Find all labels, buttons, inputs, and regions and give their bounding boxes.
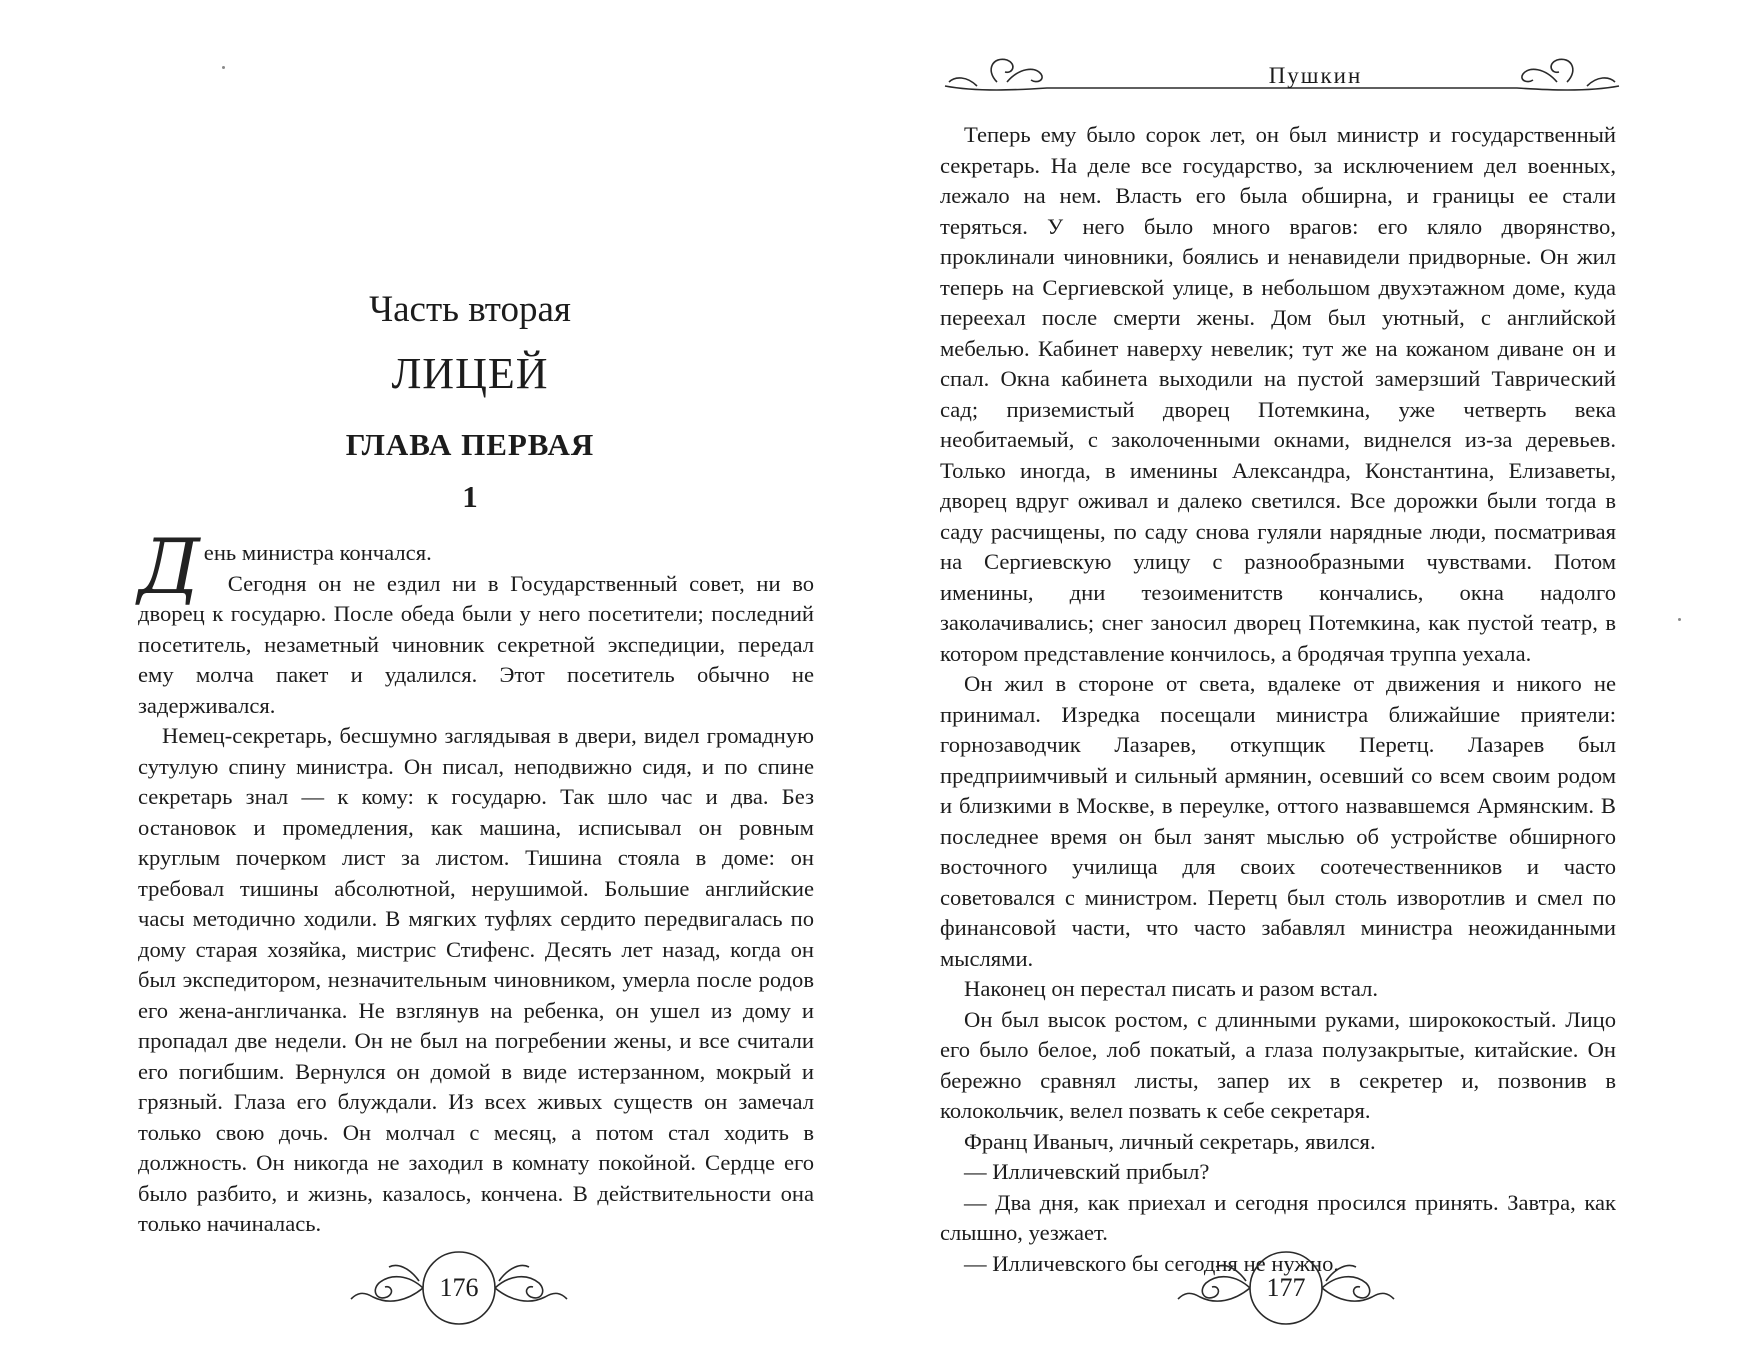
paragraph: — Илличевского бы сегодня не нужно. (964, 1250, 1340, 1276)
paragraph: Наконец он перестал писать и разом встал. (964, 976, 1378, 1001)
page-number: 176 (439, 1273, 479, 1302)
paragraph: Теперь ему было сорок лет, он был министр и государственный секретарь. На деле все государство, за исключением дел военных, лежало на нем. Власть его была обширна, и границы ее стали теряться. У него было много врагов: его кляло дворянство, проклинали чиновники, боялись и ненавидели придворные. Он жил теперь на Сергиевской улице, в небольшом двухэтажном доме, куда переехал после смерти жены. Дом был уютный, с английской мебелью. Кабинет наверху невелик; тут же на кожаном диване он и спал. Окна кабинета выходили на пустой замерзший Таврический сад; приземистый дворец Потемкина, уже четверть века необитаемый, с заколоченными окнами, виднелся из-за деревьев. Только иногда, в именины Александра, Константина, Елизаветы, дворец вдруг оживал и далеко светился. Все дорожки были тогда в саду расчищены, по саду снова гуляли нарядные люди, посматривая на Сергиевскую улицу с разнообразными чувствами. Потом именины, дни тезоименитств кончались, окна надолго заколачивались; снег заносил дворец Потемкина, как пустой театр, в котором представление кончилось, а бродячая труппа уехала. (940, 122, 1616, 666)
chapter-number: 1 (462, 479, 478, 514)
running-head: Пушкин (1268, 63, 1363, 88)
paragraph-text: ень министра кончался. (203, 540, 432, 565)
chapter-title: ГЛАВА ПЕРВАЯ (345, 427, 595, 462)
paragraph (138, 522, 814, 611)
paragraph: Немец-секретарь, бесшумно заглядывая в двери, видел громадную сутулую спину министра. Он писал, неподвижно сидя, и по спине секретарь знал — к кому: к государю. Так шло час и два. Без остановок и промедления, как машина, исписывал он ровным круглым почерком лист за листом. Тишина стояла в доме: он требовал тишины абсолютной, нерушимой. Большие английские часы методично ходили. В мягких туфлях сердито передвигалась по дому старая хозяйка, мистрис Стифенс. Десять лет назад, когда он был экспедитором, незначительным чиновником, умерла после родов его жена-англичанка. Не взглянув на ребенка, он ушел из дому и пропадал две недели. Он не был на погребении жены, и все считали его погибшим. Вернулся он домой в виде истерзанном, мокрый и грязный. Глаза его блуждали. Из всех живых существ он замечал только свою дочь. Он молчал с месяц, а потом стал ходить в должность. Он никогда не заходил в комнату покойной. Сердце его было разбито, и жизнь, казалось, кончена. В действительности она только начиналась. (138, 723, 814, 1236)
print-speck (1678, 618, 1681, 621)
part-title: Часть вторая (369, 289, 571, 330)
left-body-text (138, 522, 814, 1240)
right-body-text (940, 120, 1616, 1279)
print-speck (222, 66, 225, 69)
paragraph: — Два дня, как приехал и сегодня просился принять. Завтра, как слышно, уезжает. (940, 1189, 1616, 1245)
page-number: 177 (1266, 1273, 1306, 1302)
paragraph: Он был высок ростом, с длинными руками, ширококостый. Лицо его было белое, лоб покатый, а глаза полузакрытые, китайские. Он бережно сравнял листы, запер их в секретер и, позвонив в колокольчик, велел позвать к себе секретаря. (940, 1006, 1616, 1123)
right-page (877, 0, 1754, 1355)
paragraph: Франц Иваныч, личный секретарь, явился. (964, 1128, 1376, 1154)
paragraph: Он жил в стороне от света, вдалеке от движения и никого не принимал. Изредка посещали министра ближайшие приятели: горнозаводчик Лазарев, откупщик Перетц. Лазарев был предприимчивый и сильный армянин, осевший со всем своим родом и близкими в Москве, в переулке, оттого назвавшемся Армянским. В последнее время он был занят мыслью об устройстве обширного восточного училища для своих соотечественников и часто советовался с министром. Перетц был столь изворотлив и смел по финансовой части, что часто забавлял министра неожиданными мыслями. (940, 671, 1616, 971)
paragraph: Сегодня он не ездил ни в Государственный совет, ни во дворец к государю. После обеда были у него посетители; последний посетитель, незаметный чиновник секретной экспедиции, передал ему молча пакет и удалился. Этот посетитель обычно не задерживался. (138, 570, 814, 718)
paragraph: — Илличевский прибыл? (964, 1159, 1210, 1184)
section-title: ЛИЦЕЙ (391, 349, 549, 398)
drop-cap: Д (138, 522, 200, 611)
